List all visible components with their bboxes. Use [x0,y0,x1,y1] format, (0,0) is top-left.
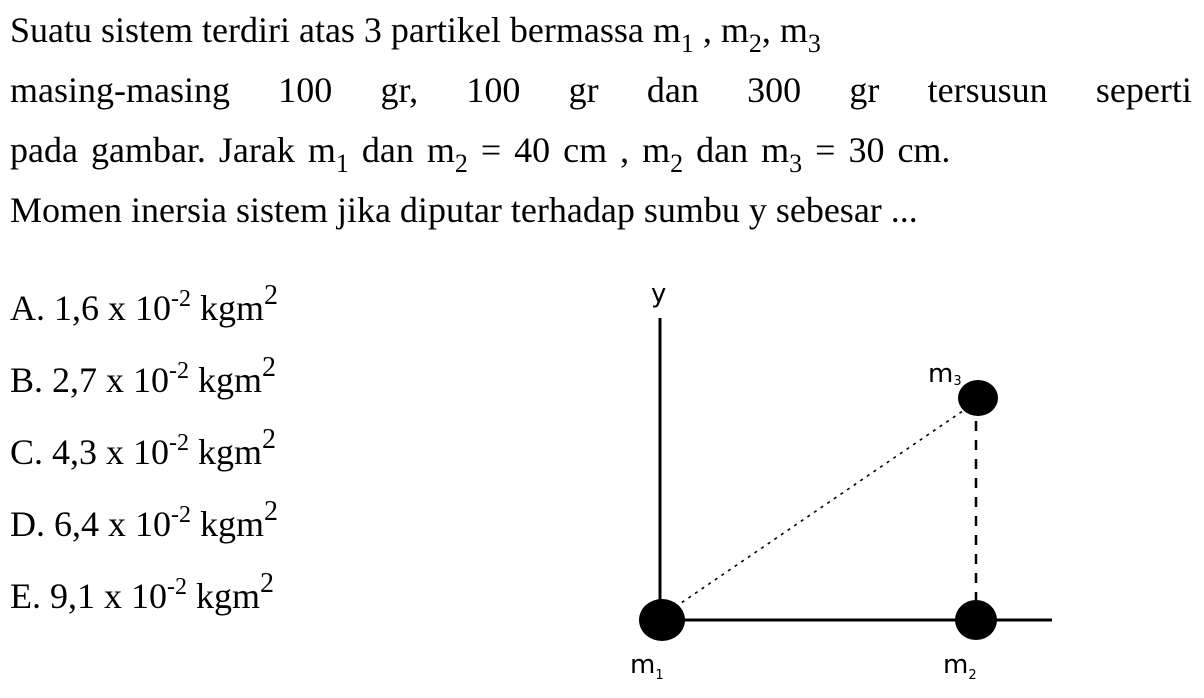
subscript-3: 3 [807,29,821,58]
option-unit-exponent: 2 [262,424,277,455]
subscript-2: 2 [670,149,684,178]
option-unit-exponent: 2 [264,280,279,311]
option-unit-exponent: 2 [262,352,277,383]
particle-diagram [600,270,1060,690]
m1-label: $m_1$ [630,650,664,683]
particle-diagram-svg [600,270,1060,690]
option-unit: kgm [187,576,261,616]
option-exponent: -2 [171,502,191,528]
subscript-2: 2 [748,29,762,58]
question-word: gr [568,70,599,110]
option-c[interactable] [10,416,278,488]
question-line-1-text-b: , m [693,10,749,50]
option-exponent: -2 [169,358,190,384]
option-a[interactable] [10,272,278,344]
question-line-1-text-c: , m [761,10,808,50]
option-d[interactable] [10,488,278,560]
question-word: 300 [747,70,802,110]
question-line-3-text-e: = 30 cm. [802,130,951,170]
question-line-1-text-a: Suatu sistem terdiri atas 3 partikel bermassa m [10,10,681,50]
option-exponent: -2 [167,574,187,600]
dashed-line-m1-m3 [662,402,976,616]
question-line-1 [10,0,1200,60]
option-unit: kgm [189,432,263,472]
answer-options [10,272,278,632]
y-axis-label: y [651,279,667,309]
question-line-4: Momen inersia sistem jika diputar terhadap sumbu y sebesar ... [10,190,918,230]
question-line-3-text-a: pada gambar. Jarak m [10,130,336,170]
question-word: gr [849,70,880,110]
option-unit-exponent: 2 [260,568,275,599]
question-word: 100 [466,70,521,110]
m2-label: $m_2$ [943,650,977,683]
question-word: tersusun [927,70,1048,110]
question-line-3-text-b: dan m [348,130,455,170]
option-letter: B. [10,360,44,400]
option-mantissa: 9,1 x 10 [50,576,167,616]
option-unit: kgm [191,288,265,328]
question-line-3 [10,120,1200,180]
option-exponent: -2 [169,430,190,456]
option-letter: E. [10,576,41,616]
question-word: gr, [380,70,419,110]
option-mantissa: 6,4 x 10 [54,504,171,544]
option-letter: A. [10,288,45,328]
subscript-1: 1 [680,29,694,58]
option-exponent: -2 [171,286,191,312]
subscript-3: 3 [789,149,803,178]
mass-m2 [955,600,997,640]
question-word: seperti [1095,70,1192,110]
subscript-2: 2 [454,149,468,178]
option-e[interactable] [10,560,278,632]
subscript-1: 1 [335,149,349,178]
question-word: dan [646,70,699,110]
question-line-2 [10,60,1192,120]
option-mantissa: 4,3 x 10 [52,432,170,472]
mass-m3 [958,380,998,416]
option-mantissa: 1,6 x 10 [54,288,171,328]
option-mantissa: 2,7 x 10 [52,360,170,400]
option-b[interactable] [10,344,278,416]
m3-label: m3 [928,359,962,389]
option-unit-exponent: 2 [264,496,279,527]
option-letter: C. [10,432,44,472]
question-line-3-text-c: = 40 cm , m [467,130,671,170]
question-text [10,0,1200,240]
question-word: 100 [278,70,333,110]
question-word: masing-masing [10,70,230,110]
option-unit: kgm [191,504,265,544]
option-letter: D. [10,504,45,544]
mass-m1 [639,599,685,641]
option-unit: kgm [189,360,263,400]
question-line-3-text-d: dan m [683,130,790,170]
